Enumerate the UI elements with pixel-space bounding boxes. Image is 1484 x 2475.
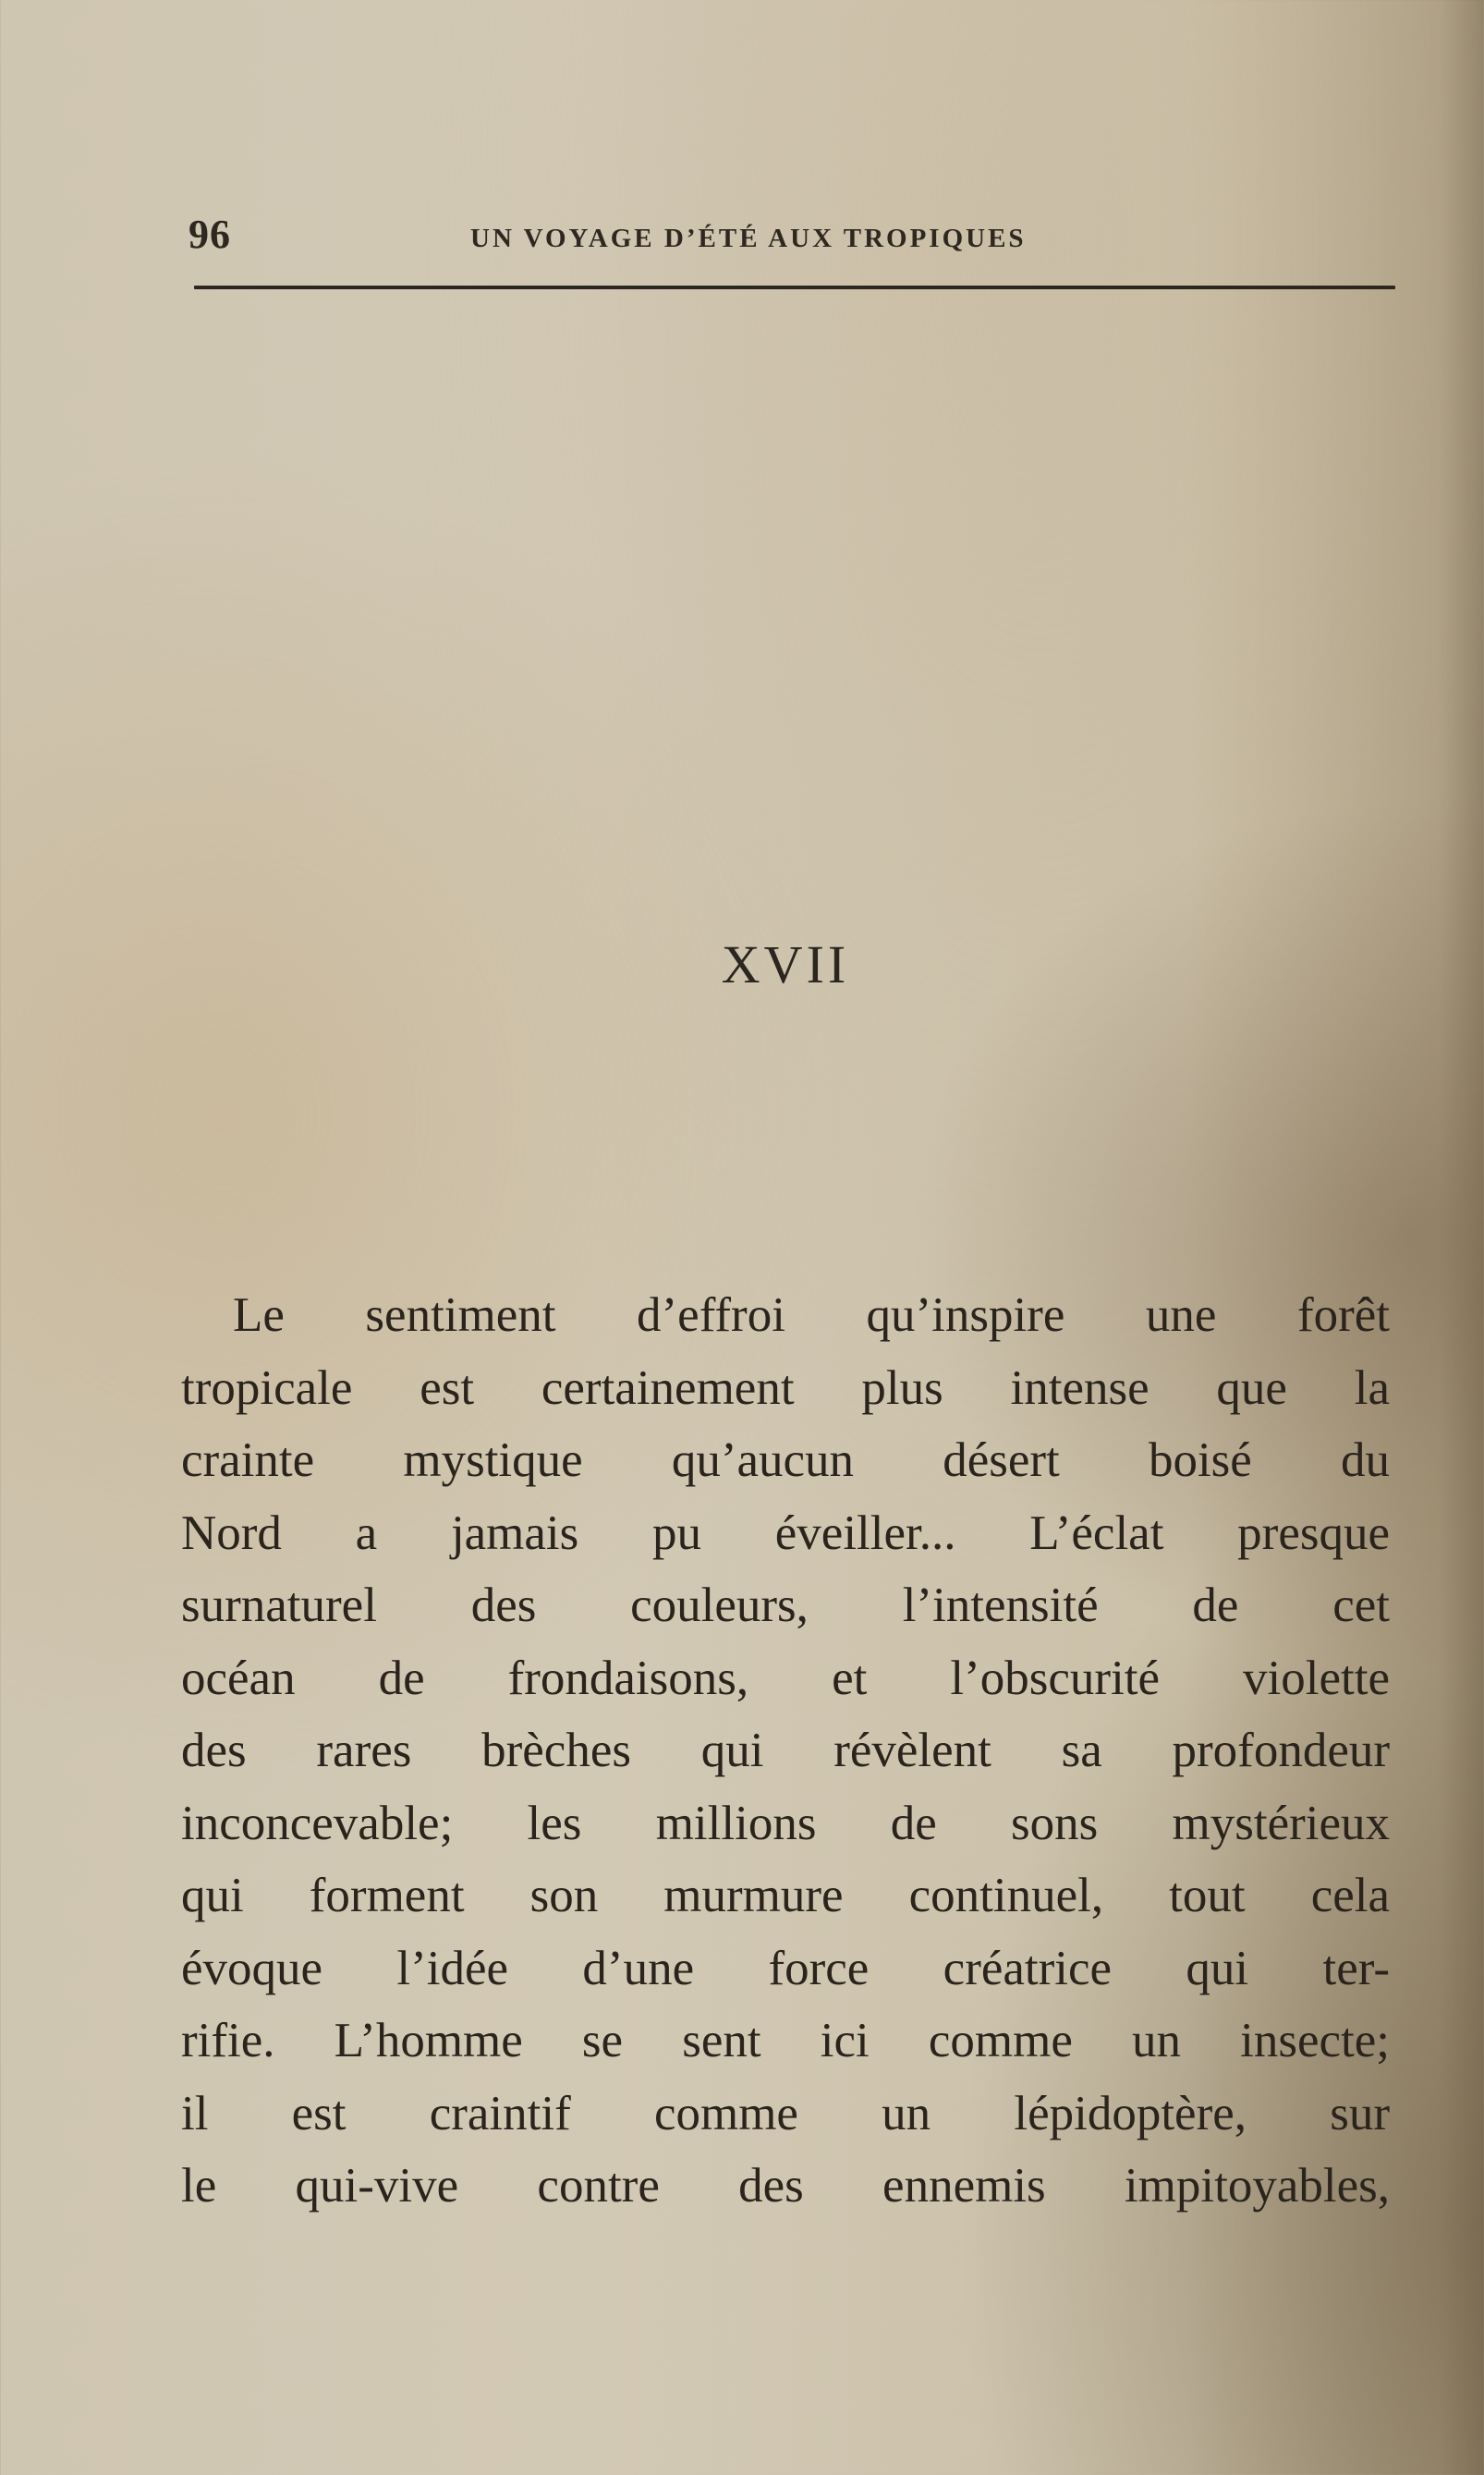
text-line: surnaturel des couleurs, l’intensité de cet (181, 1579, 1390, 1632)
text-line: Nord a jamais pu éveiller... L’éclat presque (181, 1506, 1390, 1560)
text-line: évoque l’idée d’une force créatrice qui ter- (181, 1941, 1390, 1995)
text-line: rifie. L’homme se sent ici comme un insecte; (181, 2014, 1390, 2067)
body-paragraph (181, 1279, 1390, 2223)
text-line: océan de frondaisons, et l’obscurité violette (181, 1651, 1390, 1705)
running-head (189, 211, 1395, 266)
text-line: Le sentiment d’effroi qu’inspire une forêt (233, 1288, 1390, 1342)
text-line: le qui-vive contre des ennemis impitoyables, (181, 2159, 1390, 2213)
page-number: 96 (189, 212, 231, 257)
text-line: tropicale est certainement plus intense que la (181, 1360, 1390, 1415)
text-line: il est craintif comme un lépidoptère, sur (181, 2086, 1390, 2140)
text-line: qui forment son murmure continuel, tout cela (181, 1869, 1390, 1922)
running-title: UN VOYAGE D’ÉTÉ AUX TROPIQUES (470, 224, 1027, 253)
chapter-number: XVII (721, 934, 850, 994)
text-line: crainte mystique qu’aucun désert boisé du (181, 1433, 1390, 1487)
header-rule (194, 286, 1395, 289)
text-line: des rares brèches qui révèlent sa profondeur (181, 1724, 1390, 1777)
text-line: inconcevable; les millions de sons mystérieux (181, 1796, 1390, 1850)
